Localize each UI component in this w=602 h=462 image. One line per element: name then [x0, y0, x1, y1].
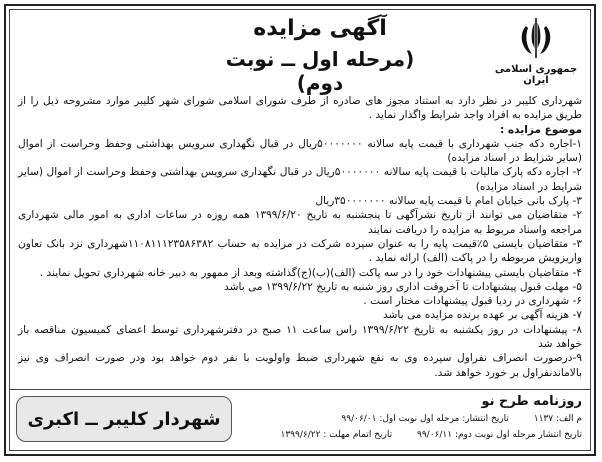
header: [10, 10, 590, 96]
title-box: [210, 14, 430, 95]
advertisement-inner-border: [9, 9, 591, 451]
list-item: ۷- هزینه آگهی بر عهده برنده مزایده می باشد: [382, 309, 582, 322]
list-item: ۸- پیشنهادات در روز یکشنبه به تاریخ ۱۳۹۹/۶/۲۲ راس ساعت ۱۱ صبح در دفترشهرداری توسط اعضای کمیسیون مناقصه باز خواهد شد: [18, 323, 583, 351]
advertisement-frame: [4, 4, 596, 456]
intro-text: شهرداری کلیبر در نظر دارد به استناد مجوز های صادره از طرف شورای اسلامی شورای شهر کلیبر موارد مشروحه ذیل را از طریق مزایده به افراد واجد شرایط واگذار نماید .: [18, 95, 582, 122]
first-publication-date: تاریخ انتشار: مرحله اول نوبت اول: ۹۹/۰۶/۰۱: [341, 414, 509, 424]
ad-reference: م الف: ۱۱۳۷: [533, 414, 582, 424]
list-item: ۶- شهرداری در ردیا قبول پیشنهادات مختار است .: [363, 295, 582, 308]
list-item: ۴- متقاضیان بایستی پیشنهادات خود را در سه پاکت (الف)(ب)(ج)گذاشته وبعد از ممهور به دبیر خانه شهرداری تحویل نمایند .: [39, 266, 582, 279]
list-item: ۲- متقاضیان می توانند از تاریخ نشرآگهی تا پنجشنبه به تاریخ ۱۳۹۹/۶/۲۰ همه روزه در ساعات اداری به امور مالی شهرداری مراجعه واسناد مربوط به مزایده را دریافت نمایند: [18, 209, 582, 236]
page-subtitle: (مرحله اول ــ نوبت دوم): [225, 47, 415, 95]
emblem-caption: جمهوری اسلامی ایران: [494, 64, 578, 86]
list-item: ۲- اجاره دکه پارک مالیات با قیمت پایه سالانه ۵۰۰۰۰۰۰۰ریال در قبال نگهداری سرویس بهداشتی وحفظ وحراست از اموال (سایر شرایط در اسناد مزایده): [18, 166, 582, 193]
iran-emblem-icon: [514, 16, 558, 62]
second-publication-date: تاریخ انتشار مرحله اول نوبت دوم: ۹۹/۰۶/۱۱: [417, 430, 582, 440]
mayor-signature-box: شهردار کلیبر ــ اکبری: [16, 396, 232, 442]
list-item: ۹-درصورت انصراف نفراول سپرده وی به نفع شهرداری ضبط واولویت با نفر دوم خواهد بود ودر صورت انصراف وی نیز بالاماندنفراول بر خورد خواهد شد.: [18, 352, 582, 379]
advertisement-body: [18, 94, 582, 386]
list-item: ۳- پارک بانی خیابان امام با قیمت پایه سالانه ۳۵۰۰۰۰۰۰۰ریال: [315, 195, 582, 208]
deadline-date: تاریخ اتمام مهلت : ۱۳۹۹/۶/۲۲: [280, 430, 393, 440]
publication-info-line-2: [240, 430, 582, 440]
list-item: ۱-اجاره دکه جنب شهرداری با قیمت پایه سالانه ۵۰۰۰۰۰۰۰ریال در قبال نگهداری سرویس بهداشتی وحفظ وحراست از اموال (سایر شرایط در اسناد مزایده): [18, 137, 582, 165]
list-item: ۵- مهلت قبول پیشنهادات تا آخروقت اداری روز شنبه به تاریخ ۱۳۹۹/۶/۲۲ می باشد: [224, 280, 582, 293]
newspaper-name: روزنامه طرح نو: [481, 394, 582, 409]
footer: [10, 389, 590, 450]
subject-label: موضوع مزایده :: [499, 123, 582, 136]
publication-info-line-1: [240, 414, 582, 424]
page-title: آگهی مزایده: [253, 16, 387, 41]
list-item: ۳- متقاضیان بایستی ۵٪قیمت پایه را به عنوان سپرده شرکت در مزایده به حساب ۱۱۰۸۱۱۱۲۳۵۸۶۳۸۲شهرداری نزد بانک تعاون واریزویش مربوطه را در پاکت (الف) ارائه نماید .: [18, 237, 583, 265]
emblem: [490, 16, 582, 86]
